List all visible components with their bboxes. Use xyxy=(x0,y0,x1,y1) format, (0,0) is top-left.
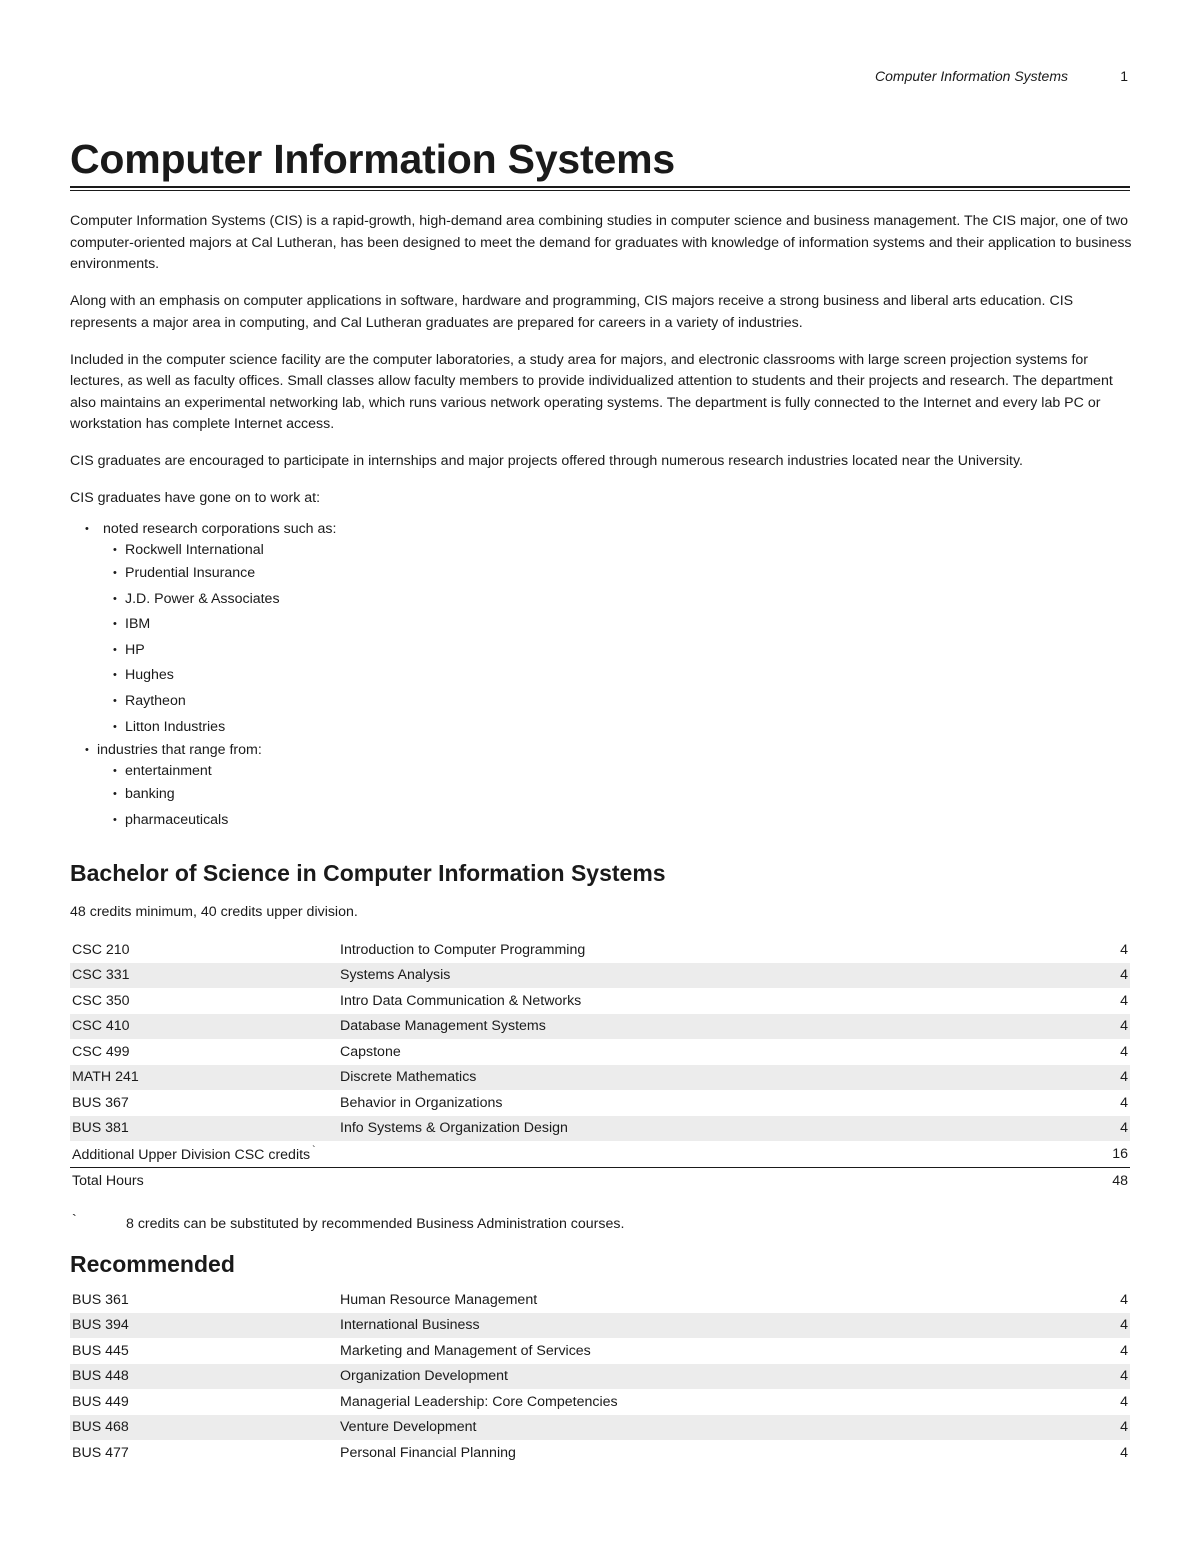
course-code: CSC 350 xyxy=(72,992,130,1009)
course-credits: 4 xyxy=(1120,941,1128,958)
course-code: CSC 331 xyxy=(70,963,338,989)
list-item xyxy=(103,715,1132,741)
course-code: BUS 477 xyxy=(72,1444,129,1461)
table-row xyxy=(70,1389,1130,1415)
additional-credits-row xyxy=(70,1141,1130,1167)
course-code: CSC 210 xyxy=(72,941,130,958)
intro-paragraph-1: Computer Information Systems (CIS) is a rapid-growth, high-demand area combining studies in computer science and business management. The CIS major, one of two computer-oriented majors at Cal Lutheran, has been designed to meet the demand for graduates with knowledge of information systems and their application to business environments. xyxy=(70,213,1132,272)
table-row xyxy=(70,1287,1130,1313)
course-credits: 4 xyxy=(1066,1065,1130,1091)
bullet-glyph: • xyxy=(113,592,117,605)
list-item xyxy=(103,808,1132,834)
footnote-text: 8 credits can be substituted by recommended Business Administration courses. xyxy=(126,1216,625,1232)
list-item-label: banking xyxy=(125,786,175,803)
table-row xyxy=(70,1065,1130,1091)
list-item-corporations xyxy=(70,519,1132,740)
course-code: BUS 361 xyxy=(72,1291,129,1308)
footnote xyxy=(70,1212,1130,1236)
course-title: Systems Analysis xyxy=(338,963,1066,989)
bullet-glyph: • xyxy=(113,720,117,733)
course-credits: 4 xyxy=(1120,1342,1128,1359)
list-item-label: J.D. Power & Associates xyxy=(125,590,280,607)
list-item xyxy=(103,782,1132,808)
list-item-label: entertainment xyxy=(125,763,212,780)
course-code: BUS 367 xyxy=(72,1094,129,1111)
bullet-glyph: • xyxy=(113,544,117,556)
table-row xyxy=(70,1039,1130,1065)
list-item xyxy=(103,540,1132,561)
list-item xyxy=(103,761,1132,782)
course-credits: 4 xyxy=(1066,963,1130,989)
course-code: CSC 410 xyxy=(70,1014,338,1040)
industries-sublist xyxy=(103,761,1132,833)
course-title: Venture Development xyxy=(338,1415,1066,1441)
list-item-label: pharmaceuticals xyxy=(125,811,229,828)
list-item-label: Litton Industries xyxy=(125,718,226,735)
course-code: CSC 499 xyxy=(72,1043,130,1060)
course-credits: 4 xyxy=(1066,1313,1130,1339)
course-title: Personal Financial Planning xyxy=(340,1444,516,1461)
table-row xyxy=(70,988,1130,1014)
corporations-sublist xyxy=(103,540,1132,740)
course-title: Info Systems & Organization Design xyxy=(338,1116,1066,1142)
list-item-label: HP xyxy=(125,641,145,658)
course-credits: 4 xyxy=(1120,1043,1128,1060)
bullet-glyph: • xyxy=(113,618,117,631)
course-code: BUS 468 xyxy=(70,1415,338,1441)
course-credits: 4 xyxy=(1066,1364,1130,1390)
recommended-course-table xyxy=(70,1287,1130,1466)
course-title: Capstone xyxy=(340,1043,401,1060)
course-title: Introduction to Computer Programming xyxy=(340,941,586,958)
list-item xyxy=(103,561,1132,587)
bullet-glyph: • xyxy=(113,669,117,682)
table-row xyxy=(70,1014,1130,1040)
list-item xyxy=(103,587,1132,613)
list-item-label: IBM xyxy=(125,616,151,633)
employers-lead-paragraph: CIS graduates have gone on to work at: xyxy=(70,490,321,506)
course-credits: 4 xyxy=(1120,1393,1128,1410)
course-title: Intro Data Communication & Networks xyxy=(340,992,582,1009)
course-title: International Business xyxy=(338,1313,1066,1339)
course-credits: 4 xyxy=(1120,992,1128,1009)
table-row xyxy=(70,1116,1130,1142)
list-item xyxy=(103,663,1132,689)
list-item-label: industries that range from: xyxy=(97,742,262,759)
list-item-label: Prudential Insurance xyxy=(125,565,256,581)
course-code: BUS 394 xyxy=(70,1313,338,1339)
course-title: Organization Development xyxy=(338,1364,1066,1390)
list-item xyxy=(103,689,1132,715)
page-number: 1 xyxy=(1120,68,1128,84)
bs-course-table xyxy=(70,937,1130,1195)
table-row xyxy=(70,1313,1130,1339)
course-code: MATH 241 xyxy=(70,1065,338,1091)
table-row xyxy=(70,1364,1130,1390)
title-rule-thin xyxy=(70,190,1130,191)
additional-credits-label: Additional Upper Division CSC credits xyxy=(72,1146,311,1163)
table-row xyxy=(70,1440,1130,1466)
bullet-glyph: • xyxy=(113,643,117,656)
running-header-title: Computer Information Systems xyxy=(875,68,1068,84)
footnote-mark: ` xyxy=(72,1212,77,1228)
course-title: Behavior in Organizations xyxy=(340,1094,503,1111)
course-credits: 4 xyxy=(1066,1116,1130,1142)
credits-note: 48 credits minimum, 40 credits upper division. xyxy=(70,904,358,920)
internships-paragraph: CIS graduates are encouraged to participate in internships and major projects offered through numerous research industries located near the University. xyxy=(70,453,1023,469)
course-code: BUS 381 xyxy=(70,1116,338,1142)
list-item-label: noted research corporations such as: xyxy=(103,521,337,537)
course-credits: 4 xyxy=(1120,1094,1128,1111)
course-credits: 4 xyxy=(1066,1415,1130,1441)
course-code: BUS 449 xyxy=(72,1393,129,1410)
course-credits: 4 xyxy=(1120,1291,1128,1308)
course-title: Human Resource Management xyxy=(340,1291,538,1308)
table-row xyxy=(70,963,1130,989)
bullet-glyph: • xyxy=(113,813,117,826)
course-credits: 4 xyxy=(1066,1014,1130,1040)
intro-paragraph-2: Along with an emphasis on computer applications in software, hardware and programming, CIS majors receive a strong business and liberal arts education. CIS represents a major area in computing, and Cal Lutheran graduates are prepared for careers in a variety of industries. xyxy=(70,293,1074,331)
additional-credits-value: 16 xyxy=(1112,1145,1128,1162)
footnote-marker: ` xyxy=(312,1144,316,1156)
course-code: BUS 448 xyxy=(70,1364,338,1390)
table-row xyxy=(70,937,1130,963)
running-header xyxy=(70,68,1130,86)
course-credits: 4 xyxy=(1120,1444,1128,1461)
page-title: Computer Information Systems xyxy=(70,136,675,182)
list-item-label: Rockwell International xyxy=(125,542,264,558)
course-title: Discrete Mathematics xyxy=(338,1065,1066,1091)
bullet-glyph: • xyxy=(85,523,89,535)
table-row xyxy=(70,1338,1130,1364)
list-item xyxy=(103,612,1132,638)
table-row xyxy=(70,1415,1130,1441)
additional-credits-label-cell xyxy=(70,1141,1066,1167)
bullet-glyph: • xyxy=(113,765,117,778)
employers-list xyxy=(70,519,1132,833)
title-rule xyxy=(70,186,1130,188)
course-title: Marketing and Management of Services xyxy=(340,1342,591,1359)
total-hours-label: Total Hours xyxy=(70,1167,1066,1195)
bullet-glyph: • xyxy=(113,788,117,801)
intro-body xyxy=(70,211,1132,833)
list-item-industries xyxy=(70,740,1132,833)
course-title: Managerial Leadership: Core Competencies xyxy=(340,1393,618,1410)
course-code: BUS 445 xyxy=(72,1342,129,1359)
list-item-label: Hughes xyxy=(125,667,174,684)
bs-section-heading: Bachelor of Science in Computer Information Systems xyxy=(70,860,666,886)
course-title: Database Management Systems xyxy=(338,1014,1066,1040)
recommended-heading: Recommended xyxy=(70,1251,235,1277)
bullet-glyph: • xyxy=(113,694,117,707)
list-item-label: Raytheon xyxy=(125,692,186,709)
bullet-glyph: • xyxy=(113,567,117,579)
table-row xyxy=(70,1090,1130,1116)
facility-paragraph: Included in the computer science facility are the computer laboratories, a study area for majors, and electronic classrooms with large screen projection systems for lectures, as well as faculty offices. Small classes allow faculty members to provide individualized attention to students and their projects and research. The department also maintains an experimental networking lab, which runs various network operating systems. The department is fully connected to the Internet and every lab PC or workstation has complete Internet access. xyxy=(70,351,1113,432)
total-hours-value: 48 xyxy=(1066,1167,1130,1195)
list-item xyxy=(103,638,1132,664)
bullet-glyph: • xyxy=(85,744,89,757)
total-hours-row xyxy=(70,1167,1130,1195)
